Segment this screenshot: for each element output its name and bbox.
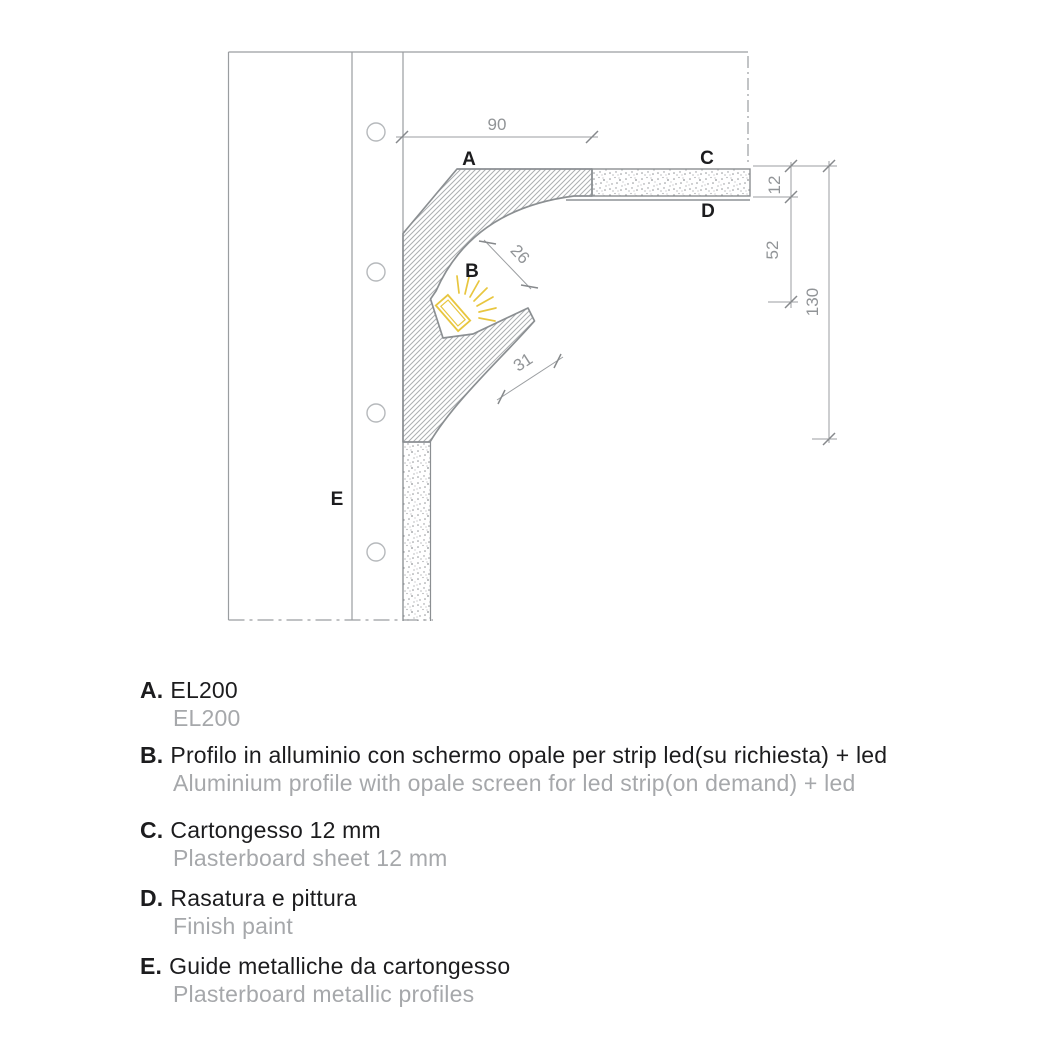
legend-text-it: Guide metalliche da cartongesso bbox=[169, 953, 511, 979]
dim-52: 52 bbox=[763, 240, 782, 260]
legend-text-it: Cartongesso 12 mm bbox=[170, 817, 381, 843]
screw-heads bbox=[367, 123, 385, 561]
screw-head-icon bbox=[367, 123, 385, 141]
el200-profile bbox=[403, 169, 592, 442]
legend-primary bbox=[140, 952, 510, 980]
legend-item-c bbox=[140, 816, 448, 872]
legend-primary bbox=[140, 816, 448, 844]
label-c: C bbox=[700, 148, 714, 169]
dim-12: 12 bbox=[765, 175, 784, 195]
plasterboard-vertical-strip bbox=[404, 442, 431, 621]
legend-item-e bbox=[140, 952, 510, 1008]
legend-item-b bbox=[140, 741, 887, 797]
label-b: B bbox=[465, 261, 479, 282]
legend-primary bbox=[140, 676, 241, 704]
dim-130: 130 bbox=[803, 287, 822, 317]
dim-26: 26 bbox=[506, 240, 534, 268]
label-d: D bbox=[701, 201, 715, 222]
legend-key: E. bbox=[140, 953, 163, 979]
legend-text-it: Profilo in alluminio con schermo opale per strip led(su richiesta) + led bbox=[170, 742, 888, 768]
legend-text-it: Rasatura e pittura bbox=[170, 885, 357, 911]
legend-primary bbox=[140, 741, 887, 769]
legend-primary bbox=[140, 884, 357, 912]
led-strip-symbol bbox=[436, 295, 470, 331]
legend-text-en: Plasterboard sheet 12 mm bbox=[173, 845, 448, 871]
label-a: A bbox=[462, 149, 476, 170]
dim-90: 90 bbox=[487, 115, 507, 134]
plasterboard-sheet bbox=[592, 169, 750, 196]
legend-text-en: EL200 bbox=[173, 705, 241, 731]
dimension-texts bbox=[488, 115, 822, 376]
led-profile-outer bbox=[436, 295, 470, 331]
legend-key: B. bbox=[140, 742, 164, 768]
legend-key: A. bbox=[140, 677, 164, 703]
screw-head-icon bbox=[367, 404, 385, 422]
dim-31: 31 bbox=[509, 349, 537, 376]
legend-text-en: Plasterboard metallic profiles bbox=[173, 981, 475, 1007]
screw-head-icon bbox=[367, 263, 385, 281]
legend-text-en: Finish paint bbox=[173, 913, 294, 939]
legend-text-it: EL200 bbox=[170, 677, 238, 703]
label-e: E bbox=[330, 489, 344, 510]
legend-item-d bbox=[140, 884, 357, 940]
legend-key: C. bbox=[140, 817, 164, 843]
legend-key: D. bbox=[140, 885, 164, 911]
screw-head-icon bbox=[367, 543, 385, 561]
legend-item-a bbox=[140, 676, 241, 732]
legend-text-en: Aluminium profile with opale screen for led strip(on demand) + led bbox=[173, 770, 856, 796]
